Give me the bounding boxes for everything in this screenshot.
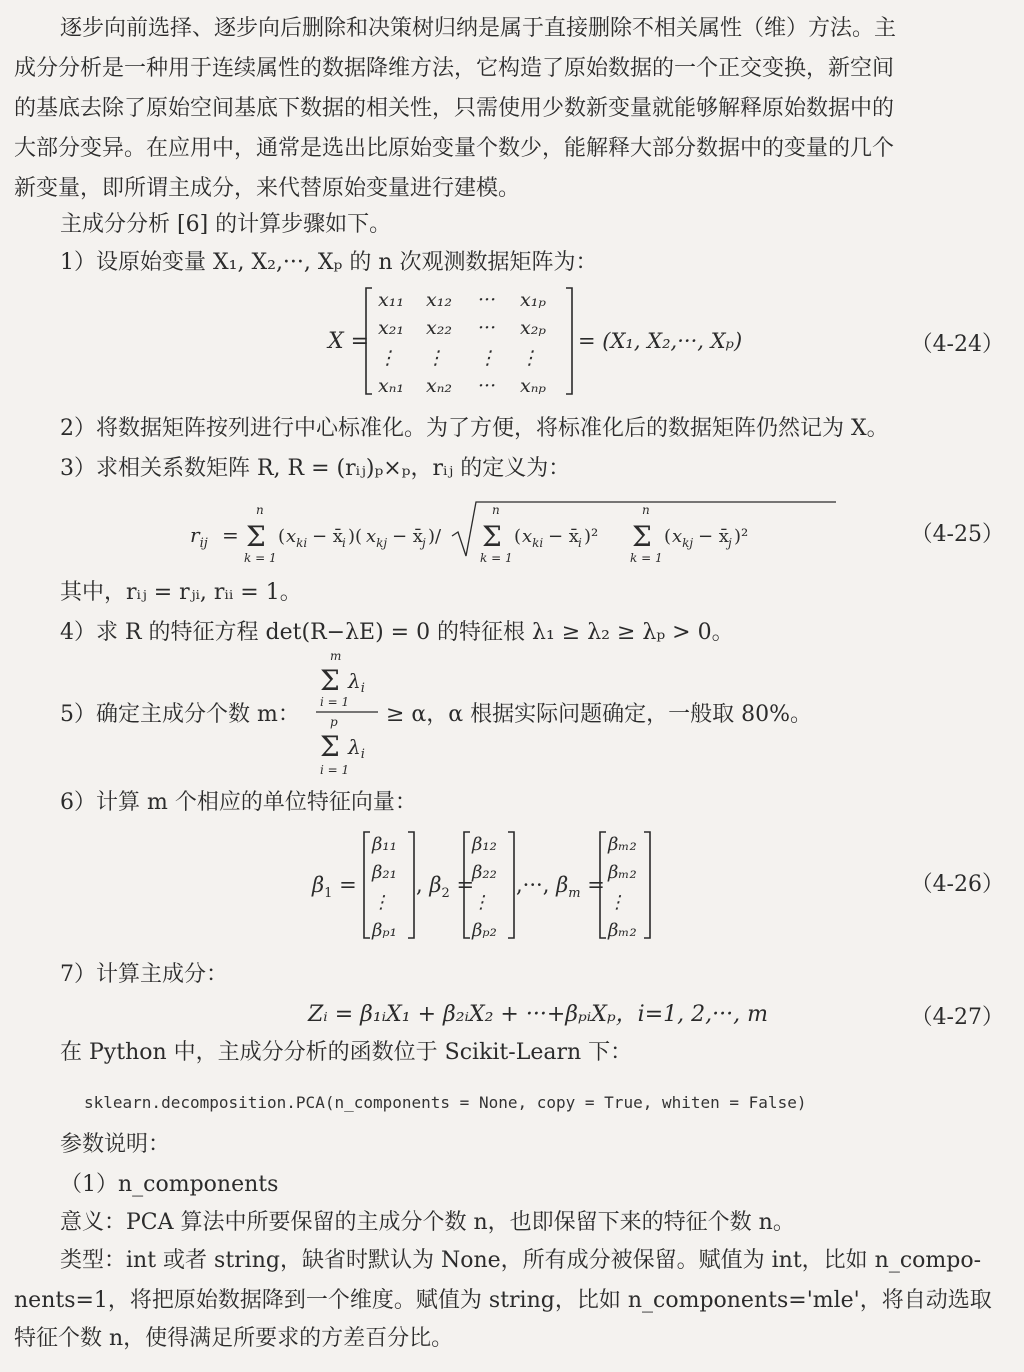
eq-number-4-24: （4-24） xyxy=(910,332,1004,357)
svg-text:i = 1: i = 1 xyxy=(320,695,350,709)
svg-text:xki: $x_{ki}$ xyxy=(286,526,308,550)
where-line: 其中，rᵢⱼ = rⱼᵢ, rᵢᵢ = 1。 xyxy=(60,580,302,605)
svg-text:xkj: $x_{kj}$ xyxy=(672,526,694,550)
type-line: 特征个数 n，使得满足所要求的方差百分比。 xyxy=(14,1326,454,1351)
svg-text:m: m xyxy=(330,649,342,663)
svg-text:(: ( xyxy=(278,526,286,547)
svg-text:i = 1: i = 1 xyxy=(320,763,350,777)
vector-cell: ⋮ xyxy=(372,892,390,913)
equation-4-25 xyxy=(190,496,850,570)
matrix-cell: x₂₁ xyxy=(378,317,404,339)
vector-cell: ⋮ xyxy=(472,892,490,913)
vector-cell: βₚ₂ xyxy=(472,920,497,941)
vector-cell: βₘ₂ xyxy=(608,834,637,855)
step-4: 4）求 R 的特征方程 det(R−λE) = 0 的特征根 λ₁ ≥ λ₂ ≥ λₚ > 0。 xyxy=(60,620,734,645)
svg-text:n: n xyxy=(492,503,500,517)
svg-text:=: = xyxy=(222,523,239,547)
svg-text:Σ: Σ xyxy=(632,520,652,553)
vector-cell: βₘ₂ xyxy=(608,862,637,883)
matrix-cell: xₙ₁ xyxy=(378,375,405,397)
svg-text:β1 =: $\beta_1$ = xyxy=(312,873,357,901)
step-5-suffix: ≥ α，α 根据实际问题确定，一般取 80%。 xyxy=(386,702,813,727)
paragraph-line: 新变量，即所谓主成分，来代替原始变量进行建模。 xyxy=(14,176,521,201)
svg-text:k = 1: k = 1 xyxy=(630,551,663,565)
eq-rhs: = (X₁, X₂,···, Xₚ) xyxy=(578,329,743,353)
eq-number-4-25: （4-25） xyxy=(910,522,1004,547)
svg-text:)²: )² xyxy=(734,526,749,547)
svg-text:− x̄: − x̄ xyxy=(312,526,343,547)
equation-4-27: Zᵢ = β₁ᵢX₁ + β₂ᵢX₂ + ···+βₚᵢXₚ，i=1, 2,···, m xyxy=(308,1002,768,1027)
svg-text:− x̄: − x̄ xyxy=(698,526,729,547)
svg-text:)/: )/ xyxy=(428,526,442,547)
svg-text:i: i xyxy=(342,536,346,550)
matrix-cell: x₁₁ xyxy=(378,289,404,311)
vector-cell: ⋮ xyxy=(608,892,626,913)
matrix-cell: x₁ₚ xyxy=(520,289,546,311)
svg-text:xkj: $x_{kj}$ xyxy=(366,526,388,550)
step-5-fraction xyxy=(312,648,392,782)
matrix-cell: ⋮ xyxy=(478,347,497,369)
vector-cell: βₚ₁ xyxy=(372,920,397,941)
step-5-prefix: 5）确定主成分个数 m： xyxy=(60,702,300,727)
equation-4-24 xyxy=(320,282,760,400)
svg-text:j: j xyxy=(422,536,426,550)
step-6: 6）计算 m 个相应的单位特征向量： xyxy=(60,790,417,815)
matrix-cell: ⋮ xyxy=(378,347,397,369)
equation-4-26 xyxy=(310,826,670,944)
code-line: sklearn.decomposition.PCA(n_components = None, copy = True, whiten = False) xyxy=(84,1093,807,1112)
step-3: 3）求相关系数矩阵 R, R = (rᵢⱼ)ₚ×ₚ，rᵢⱼ 的定义为： xyxy=(60,456,571,481)
type-line: nents=1，将把原始数据降到一个维度。赋值为 string，比如 n_components='mle'，将自动选取 xyxy=(14,1288,992,1313)
matrix-cell: ⋮ xyxy=(426,347,445,369)
param-1: （1）n_components xyxy=(60,1172,279,1197)
eq-lhs: X = xyxy=(328,329,370,354)
svg-text:Σ: Σ xyxy=(320,730,340,763)
svg-text:k = 1: k = 1 xyxy=(480,551,513,565)
svg-text:− x̄: − x̄ xyxy=(392,526,423,547)
svg-text:− x̄: − x̄ xyxy=(548,526,579,547)
matrix-cell: x₂₂ xyxy=(426,317,452,339)
svg-text:Σ: Σ xyxy=(482,520,502,553)
matrix-cell: ··· xyxy=(478,289,497,311)
svg-text:(: ( xyxy=(664,526,672,547)
svg-text:Σ: Σ xyxy=(320,664,340,697)
svg-text:i: i xyxy=(578,536,582,550)
svg-text:n: n xyxy=(256,503,264,517)
svg-text:xki: $x_{ki}$ xyxy=(522,526,544,550)
svg-text:Σ: Σ xyxy=(246,520,266,553)
step-7: 7）计算主成分： xyxy=(60,962,228,987)
eq-number-4-26: （4-26） xyxy=(910,872,1004,897)
paragraph-line: 逐步向前选择、逐步向后删除和决策树归纳是属于直接删除不相关属性（维）方法。主 xyxy=(60,16,897,41)
svg-text:, β2 =: , $\beta_2$ = xyxy=(416,873,475,901)
svg-text:(: ( xyxy=(514,526,522,547)
vector-cell: βₘ₂ xyxy=(608,920,637,941)
svg-text:j: j xyxy=(728,536,732,550)
matrix-cell: ··· xyxy=(478,317,497,339)
svg-text:k = 1: k = 1 xyxy=(244,551,277,565)
paragraph-line: 的基底去除了原始空间基底下数据的相关性，只需使用少数新变量就能够解释原始数据中的 xyxy=(14,96,895,121)
vector-cell: β₁₂ xyxy=(472,834,497,855)
matrix-cell: x₂ₚ xyxy=(520,317,546,339)
svg-text:)(: )( xyxy=(348,526,363,547)
svg-text:p: p xyxy=(330,715,338,729)
step-2: 2）将数据矩阵按列进行中心标准化。为了方便，将标准化后的数据矩阵仍然记为 X。 xyxy=(60,416,889,441)
matrix-cell: xₙ₂ xyxy=(426,375,453,397)
svg-text:n: n xyxy=(642,503,650,517)
vector-cell: β₁₁ xyxy=(372,834,397,855)
paragraph-line: 成分分析是一种用于连续属性的数据降维方法，它构造了原始数据的一个正交变换，新空间 xyxy=(14,56,895,81)
type-line: 类型：int 或者 string，缺省时默认为 None，所有成分被保留。赋值为 int，比如 n_compo- xyxy=(60,1248,982,1273)
matrix-cell: xₙₚ xyxy=(520,375,547,397)
python-intro: 在 Python 中，主成分分析的函数位于 Scikit-Learn 下： xyxy=(60,1040,633,1065)
step-1: 1）设原始变量 X₁, X₂,···, Xₚ 的 n 次观测数据矩阵为： xyxy=(60,250,598,275)
svg-text:λi: $\lambda_i$ xyxy=(348,735,365,762)
svg-text:)²: )² xyxy=(584,526,599,547)
steps-intro: 主成分分析 [6] 的计算步骤如下。 xyxy=(60,212,392,237)
vector-cell: β₂₂ xyxy=(472,862,497,883)
paragraph-line: 大部分变异。在应用中，通常是选出比原始变量个数少，能解释大部分数据中的变量的几个 xyxy=(14,136,895,161)
matrix-cell: ··· xyxy=(478,375,497,397)
meaning-line: 意义：PCA 算法中所要保留的主成分个数 n，也即保留下来的特征个数 n。 xyxy=(60,1210,795,1235)
svg-text:,···, βm =: ,···, $\beta_m$ = xyxy=(516,873,605,901)
svg-text:λi: $\lambda_i$ xyxy=(348,669,365,696)
matrix-cell: ⋮ xyxy=(520,347,539,369)
matrix-cell: x₁₂ xyxy=(426,289,452,311)
svg-text:rij: $r_{ij}$ xyxy=(190,523,208,551)
vector-cell: β₂₁ xyxy=(372,862,397,883)
param-title: 参数说明： xyxy=(60,1132,171,1157)
eq-number-4-27: （4-27） xyxy=(910,1005,1004,1030)
